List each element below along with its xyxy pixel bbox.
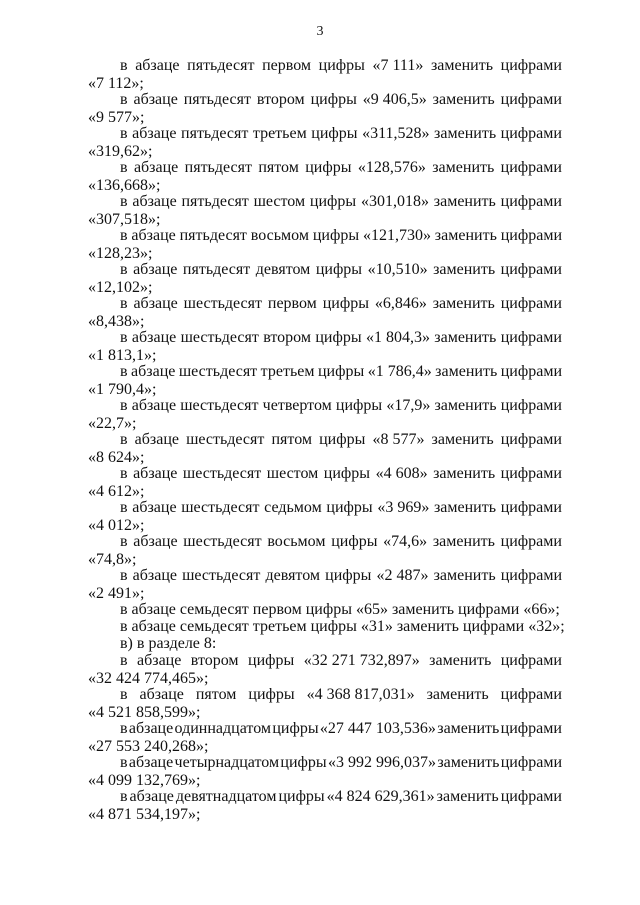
amendment-paragraph [88, 788, 562, 822]
paragraph-word: заменить [431, 431, 494, 448]
paragraph-word: цифры [248, 652, 295, 669]
document-body [88, 57, 565, 823]
amendment-paragraph [88, 193, 562, 227]
paragraph-word: цифрами [500, 720, 562, 737]
paragraph-word: заменить [433, 465, 496, 482]
paragraph-word: заменить [434, 125, 497, 142]
paragraph-word: цифры [311, 125, 358, 142]
paragraph-word: цифры [323, 465, 371, 482]
amendment-paragraph [88, 397, 562, 431]
amendment-paragraph [88, 91, 562, 125]
paragraph-continuation-line: «2 491»; [88, 585, 145, 602]
paragraph-word: «8 577» [372, 431, 425, 448]
paragraph-word: цифры [272, 720, 319, 737]
amendment-paragraph [88, 261, 562, 295]
paragraph-continuation-line: «1 790,4»; [88, 381, 157, 398]
paragraph-word: цифрами [500, 788, 562, 805]
paragraph-continuation-line: «27 553 240,268»; [88, 738, 209, 755]
paragraph-word: заменить [437, 720, 500, 737]
paragraph-word: «1 786,4» [367, 363, 432, 380]
paragraph-word: абзаце [129, 788, 174, 805]
paragraph-continuation-line: «307,518»; [88, 211, 161, 228]
paragraph-word: цифры [315, 329, 362, 346]
paragraph-word: цифры [309, 193, 357, 210]
paragraph-word: «74,6» [383, 533, 428, 550]
paragraph-word: третьем [260, 363, 315, 380]
paragraph-first-line [88, 363, 562, 381]
paragraph-word: четырнадцатом [174, 754, 280, 771]
paragraph-first-line [88, 91, 562, 109]
paragraph-word: в [120, 227, 128, 244]
paragraph-word: одиннадцатом [174, 720, 272, 737]
paragraph-word: цифрами [500, 193, 562, 210]
paragraph-word: пятьдесят [184, 159, 252, 176]
paragraph-word: абзаце [133, 533, 178, 550]
amendment-paragraph [88, 125, 562, 159]
paragraph-word: первом [262, 57, 312, 74]
amendment-paragraph [88, 227, 562, 261]
amendment-single-line: в абзаце семьдесят первом цифры «65» заменить цифрами «66»; [120, 601, 560, 618]
paragraph-word: цифрами [500, 431, 562, 448]
paragraph-word: абзаце [137, 652, 182, 669]
paragraph-word: заменить [429, 652, 492, 669]
paragraph-word: цифрами [500, 397, 562, 414]
paragraph-word: цифры [322, 295, 369, 312]
paragraph-word: цифрами [500, 363, 562, 380]
paragraph-word: заменить [432, 159, 495, 176]
paragraph-word: цифры [335, 397, 383, 414]
paragraph-word: в [120, 652, 128, 669]
paragraph-word: шестом [266, 465, 319, 482]
paragraph-word: заменить [434, 227, 497, 244]
amendment-paragraph [88, 363, 562, 397]
paragraph-word: в [120, 261, 128, 278]
paragraph-word: «301,018» [360, 193, 429, 210]
paragraph-word: цифры [315, 261, 363, 278]
paragraph-continuation-line: «128,23»; [88, 245, 153, 262]
paragraph-word: восьмом [267, 533, 326, 550]
paragraph-word: абзаце [131, 397, 177, 414]
paragraph-word: абзаце [139, 686, 184, 703]
paragraph-word: цифрами [500, 91, 562, 108]
paragraph-continuation-line: «74,8»; [88, 551, 137, 568]
paragraph-word: шестьдесят [181, 499, 260, 516]
paragraph-word: цифрами [500, 567, 562, 584]
paragraph-word: «10,510» [367, 261, 428, 278]
paragraph-word: в [120, 193, 128, 210]
paragraph-word: цифры [325, 567, 372, 584]
paragraph-word: шестьдесят [182, 567, 261, 584]
paragraph-continuation-line: «4 871 534,197»; [88, 806, 201, 823]
amendment-paragraph [88, 57, 562, 91]
paragraph-word: девятом [265, 567, 321, 584]
paragraph-word: цифрами [500, 125, 562, 142]
paragraph-word: «4 368 817,031» [306, 686, 415, 703]
paragraph-word: абзаце [135, 57, 180, 74]
paragraph-word: цифры [319, 431, 366, 448]
paragraph-continuation-line: «22,7»; [88, 415, 137, 432]
paragraph-word: цифры [312, 227, 360, 244]
paragraph-continuation-line: «4 612»; [88, 483, 145, 500]
paragraph-word: в [120, 363, 128, 380]
paragraph-continuation-line: «7 112»; [88, 75, 144, 92]
paragraph-word: абзаце [133, 91, 178, 108]
paragraph-first-line [88, 567, 562, 585]
paragraph-first-line [88, 431, 562, 449]
paragraph-word: цифрами [500, 686, 562, 703]
paragraph-word: цифрами [500, 652, 562, 669]
paragraph-continuation-line: «136,668»; [88, 177, 161, 194]
paragraph-word: шестом [253, 193, 306, 210]
paragraph-word: заменить [432, 295, 495, 312]
paragraph-word: в [120, 788, 128, 805]
paragraph-word: в [120, 465, 128, 482]
paragraph-word: «32 271 732,897» [303, 652, 420, 669]
paragraph-word: пятом [258, 159, 299, 176]
paragraph-word: цифрами [500, 227, 562, 244]
paragraph-word: в [120, 125, 128, 142]
paragraph-word: цифры [278, 788, 325, 805]
paragraph-word: «121,730» [362, 227, 431, 244]
paragraph-word: заменить [436, 788, 499, 805]
amendment-paragraph [88, 431, 562, 465]
paragraph-first-line [88, 227, 562, 245]
paragraph-first-line [88, 533, 562, 551]
paragraph-word: шестьдесят [178, 363, 258, 380]
paragraph-first-line [88, 465, 562, 483]
paragraph-first-line [88, 193, 562, 211]
paragraph-word: «2 487» [376, 567, 429, 584]
paragraph-word: девятом [255, 261, 311, 278]
paragraph-word: первом [267, 295, 317, 312]
paragraph-word: заменить [426, 686, 489, 703]
paragraph-word: заменить [433, 499, 497, 516]
paragraph-word: цифры [248, 686, 295, 703]
paragraph-word: пятьдесят [181, 193, 249, 210]
paragraph-continuation-line: «9 577»; [88, 109, 145, 126]
paragraph-word: в [120, 499, 128, 516]
paragraph-word: шестьдесят [180, 397, 259, 414]
paragraph-word: цифрами [500, 295, 562, 312]
paragraph-word: в [120, 720, 128, 737]
paragraph-continuation-line: «8 624»; [88, 449, 145, 466]
paragraph-continuation-line: «8,438»; [88, 313, 145, 330]
amendment-paragraph [88, 652, 562, 686]
paragraph-word: пятьдесят [181, 125, 249, 142]
paragraph-word: цифрами [500, 159, 562, 176]
paragraph-word: «6,846» [374, 295, 427, 312]
paragraph-continuation-line: «319,62»; [88, 143, 153, 160]
paragraph-word: абзаце [131, 363, 176, 380]
paragraph-word: втором [263, 329, 311, 346]
paragraph-continuation-line: «4 099 132,769»; [88, 772, 201, 789]
paragraph-word: абзаце [128, 720, 174, 737]
paragraph-word: цифры [326, 499, 373, 516]
paragraph-word: в [120, 295, 128, 312]
paragraph-word: в [120, 329, 128, 346]
paragraph-word: шестьдесят [186, 431, 265, 448]
paragraph-word: «4 824 629,361» [326, 788, 435, 805]
paragraph-word: заменить [434, 397, 497, 414]
paragraph-word: шестьдесят [183, 295, 262, 312]
paragraph-word: цифрами [500, 499, 562, 516]
paragraph-word: абзаце [128, 754, 174, 771]
amendment-paragraph [88, 295, 562, 329]
paragraph-word: в [120, 57, 128, 74]
paragraph-word: восьмом [250, 227, 309, 244]
amendment-paragraph [88, 159, 562, 193]
paragraph-first-line [88, 397, 562, 415]
paragraph-word: в [120, 397, 128, 414]
paragraph-word: заменить [435, 363, 498, 380]
paragraph-first-line [88, 57, 562, 75]
paragraph-word: цифры [331, 533, 378, 550]
paragraph-word: «9 406,5» [362, 91, 427, 108]
amendment-single-line: в абзаце семьдесят третьем цифры «31» заменить цифрами «32»; [120, 618, 565, 635]
paragraph-word: пятьдесят [187, 57, 255, 74]
paragraph-word: в [120, 533, 128, 550]
amendment-paragraph [88, 686, 562, 720]
paragraph-first-line [88, 125, 562, 143]
paragraph-word: четвертом [262, 397, 332, 414]
paragraph-word: цифры [305, 159, 352, 176]
paragraph-word: пятьдесят [179, 227, 247, 244]
paragraph-word: пятом [271, 431, 313, 448]
paragraph-first-line [88, 295, 562, 313]
paragraph-word: заменить [432, 91, 495, 108]
paragraph-word: в [120, 91, 128, 108]
paragraph-word: шестьдесят [180, 329, 259, 346]
paragraph-word: абзаце [133, 261, 178, 278]
paragraph-word: втором [190, 652, 239, 669]
paragraph-word: пятом [195, 686, 237, 703]
paragraph-word: шестьдесят [182, 465, 262, 482]
paragraph-continuation-line: «1 813,1»; [88, 347, 157, 364]
paragraph-continuation-line: «32 424 774,465»; [88, 670, 209, 687]
paragraph-word: в [120, 567, 128, 584]
paragraph-word: абзаце [131, 329, 177, 346]
amendment-paragraph [88, 499, 562, 533]
paragraph-word: цифры [280, 754, 327, 771]
page-number: 3 [316, 24, 324, 39]
paragraph-word: заменить [434, 329, 497, 346]
paragraph-word: девятнадцатом [175, 788, 277, 805]
paragraph-word: абзаце [133, 159, 179, 176]
amendment-paragraph [88, 567, 562, 601]
paragraph-word: абзаце [133, 295, 178, 312]
paragraph-first-line [88, 159, 562, 177]
amendment-paragraph [88, 329, 562, 363]
paragraph-word: в [120, 159, 128, 176]
paragraph-word: цифрами [500, 261, 562, 278]
paragraph-word: заменить [437, 754, 500, 771]
paragraph-word: абзаце [133, 465, 178, 482]
paragraph-word: «7 111» [372, 57, 424, 74]
paragraph-first-line [88, 652, 562, 670]
paragraph-word: заменить [433, 261, 496, 278]
paragraph-word: абзаце [132, 125, 177, 142]
paragraph-word: «1 804,3» [365, 329, 430, 346]
paragraph-word: абзаце [132, 499, 177, 516]
paragraph-word: «17,9» [386, 397, 431, 414]
paragraph-word: цифрами [500, 329, 562, 346]
paragraph-word: цифры [318, 57, 365, 74]
paragraph-word: заменить [433, 193, 496, 210]
paragraph-first-line [88, 720, 562, 738]
paragraph-word: седьмом [264, 499, 322, 516]
paragraph-word: пятьдесят [183, 91, 252, 108]
paragraph-word: в [120, 431, 128, 448]
paragraph-word: шестьдесят [183, 533, 262, 550]
paragraph-word: «27 447 103,536» [319, 720, 436, 737]
paragraph-first-line [88, 261, 562, 279]
paragraph-word: абзаце [134, 431, 179, 448]
paragraph-first-line [88, 788, 562, 806]
paragraph-first-line [88, 329, 562, 347]
paragraph-word: «3 992 996,037» [328, 754, 436, 771]
paragraph-word: цифрами [500, 754, 562, 771]
section-heading-line: в) в разделе 8: [120, 635, 217, 652]
paragraph-word: цифры [310, 91, 357, 108]
amendment-paragraph [88, 720, 562, 754]
amendment-paragraph [88, 533, 562, 567]
paragraph-word: цифрами [500, 57, 562, 74]
paragraph-word: «311,528» [362, 125, 430, 142]
paragraph-word: пятьдесят [182, 261, 251, 278]
paragraph-word: цифрами [500, 465, 562, 482]
paragraph-word: третьем [252, 125, 307, 142]
paragraph-continuation-line: «4 521 858,599»; [88, 704, 201, 721]
paragraph-word: «128,576» [357, 159, 426, 176]
paragraph-word: «4 608» [375, 465, 428, 482]
amendment-paragraph [88, 754, 562, 788]
paragraph-first-line [88, 686, 562, 704]
paragraph-word: абзаце [132, 193, 177, 210]
paragraph-word: заменить [430, 57, 494, 74]
paragraph-word: в [120, 686, 128, 703]
paragraph-word: цифры [317, 363, 365, 380]
paragraph-continuation-line: «12,102»; [88, 279, 153, 296]
paragraph-word: втором [256, 91, 305, 108]
paragraph-word: «3 969» [377, 499, 430, 516]
paragraph-word: заменить [432, 533, 495, 550]
paragraph-first-line [88, 499, 562, 517]
amendment-paragraph [88, 465, 562, 499]
paragraph-word: цифрами [500, 533, 562, 550]
paragraph-word: заменить [433, 567, 496, 584]
paragraph-word: в [120, 754, 128, 771]
paragraph-word: абзаце [131, 227, 176, 244]
paragraph-word: абзаце [132, 567, 177, 584]
paragraph-first-line [88, 754, 562, 772]
paragraph-continuation-line: «4 012»; [88, 517, 145, 534]
